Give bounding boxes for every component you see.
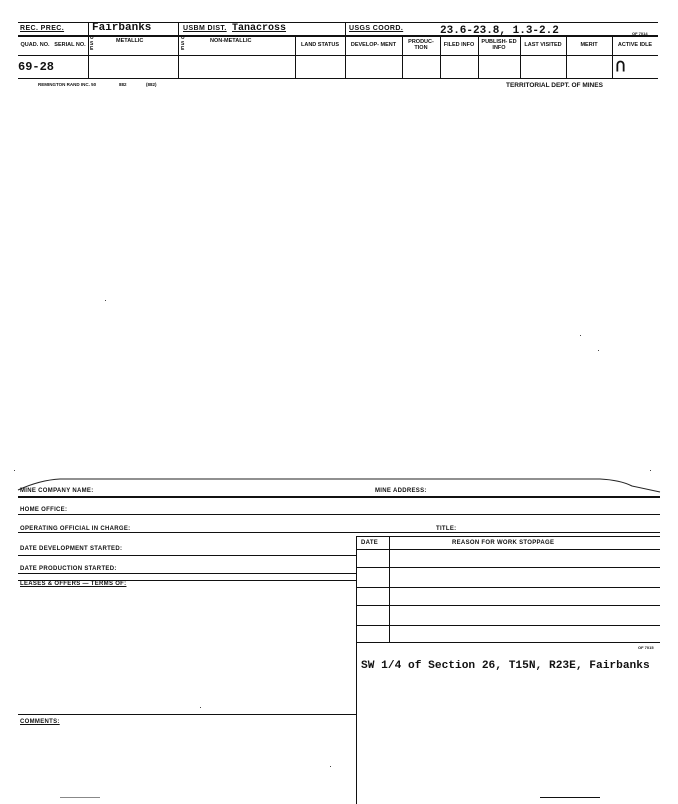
home-office-label: HOME OFFICE: [20,507,68,513]
usbm-dist-label: USBM DIST. [183,25,227,32]
usbm-dist-value: Tanacross [232,23,287,34]
development-header: DEVELOP- MENT [350,42,397,48]
mine-address-label: MINE ADDRESS: [375,488,427,494]
scan-speck [105,300,106,301]
rec-prec-value: Fairbanks [92,22,152,34]
serial-no-header: SERIAL NO. [54,42,86,48]
date-development-label: DATE DEVELOPMENT STARTED: [20,546,123,552]
usgs-coord-value: 23.6-23.8, 1.3-2.2 [440,25,559,37]
quad-serial-value: 69-28 [18,60,55,74]
location-text: SW 1/4 of Section 26, T15N, R23E, Fairbanks [361,660,650,672]
published-info-header: PUBLISH- ED INFO [481,39,517,51]
production-header: PRODUC- TION [408,39,434,51]
operating-official-label: OPERATING OFFICIAL IN CHARGE: [20,526,131,532]
scan-speck [14,470,15,471]
metallic-header: METALLIC [116,38,144,44]
comments-label: COMMENTS: [20,719,60,725]
active-idle-header: ACTIVE IDLE [617,42,653,48]
row-bottom-rule [18,78,658,79]
quad-no-header: QUAD. NO. [20,42,50,48]
top-footer-mid1: 882 [119,82,127,87]
top-footer-left: REMINGTON RAND INC. 50 [38,82,97,87]
card-top-edge [0,474,678,494]
land-status-header: LAND STATUS [301,42,339,48]
column-divider [18,55,658,56]
form-number-bottom: OF 7015 [638,645,654,650]
reason-column-label: REASON FOR WORK STOPPAGE [452,540,555,546]
date-column-label: DATE [361,540,379,546]
scan-speck [650,470,651,471]
non-metallic-header: NON-METALLIC [210,38,252,44]
use-left-header: U S E [90,35,94,52]
mine-company-name-label: MINE COMPANY NAME: [20,488,94,494]
form-number-top: OF 7014 [632,31,648,36]
scan-speck [598,350,599,351]
date-production-label: DATE PRODUCTION STARTED: [20,566,117,572]
use-mid-header: U S E [181,35,185,52]
rec-prec-label: REC. PREC. [20,25,65,32]
top-footer-right: TERRITORIAL DEPT. OF MINES [506,82,603,89]
scan-speck [580,335,581,336]
last-visited-header: LAST VISITED [524,42,562,48]
title-label: TITLE: [436,526,457,532]
usgs-coord-label: USGS COORD. [349,25,404,32]
leases-label: LEASES & OFFERS — TERMS OF: [20,581,127,587]
filed-info-header: FILED INFO [443,42,475,48]
top-footer-mid2: (882) [146,82,157,87]
active-mark: ⊃ [612,59,630,73]
merit-header: MERIT [580,42,598,48]
